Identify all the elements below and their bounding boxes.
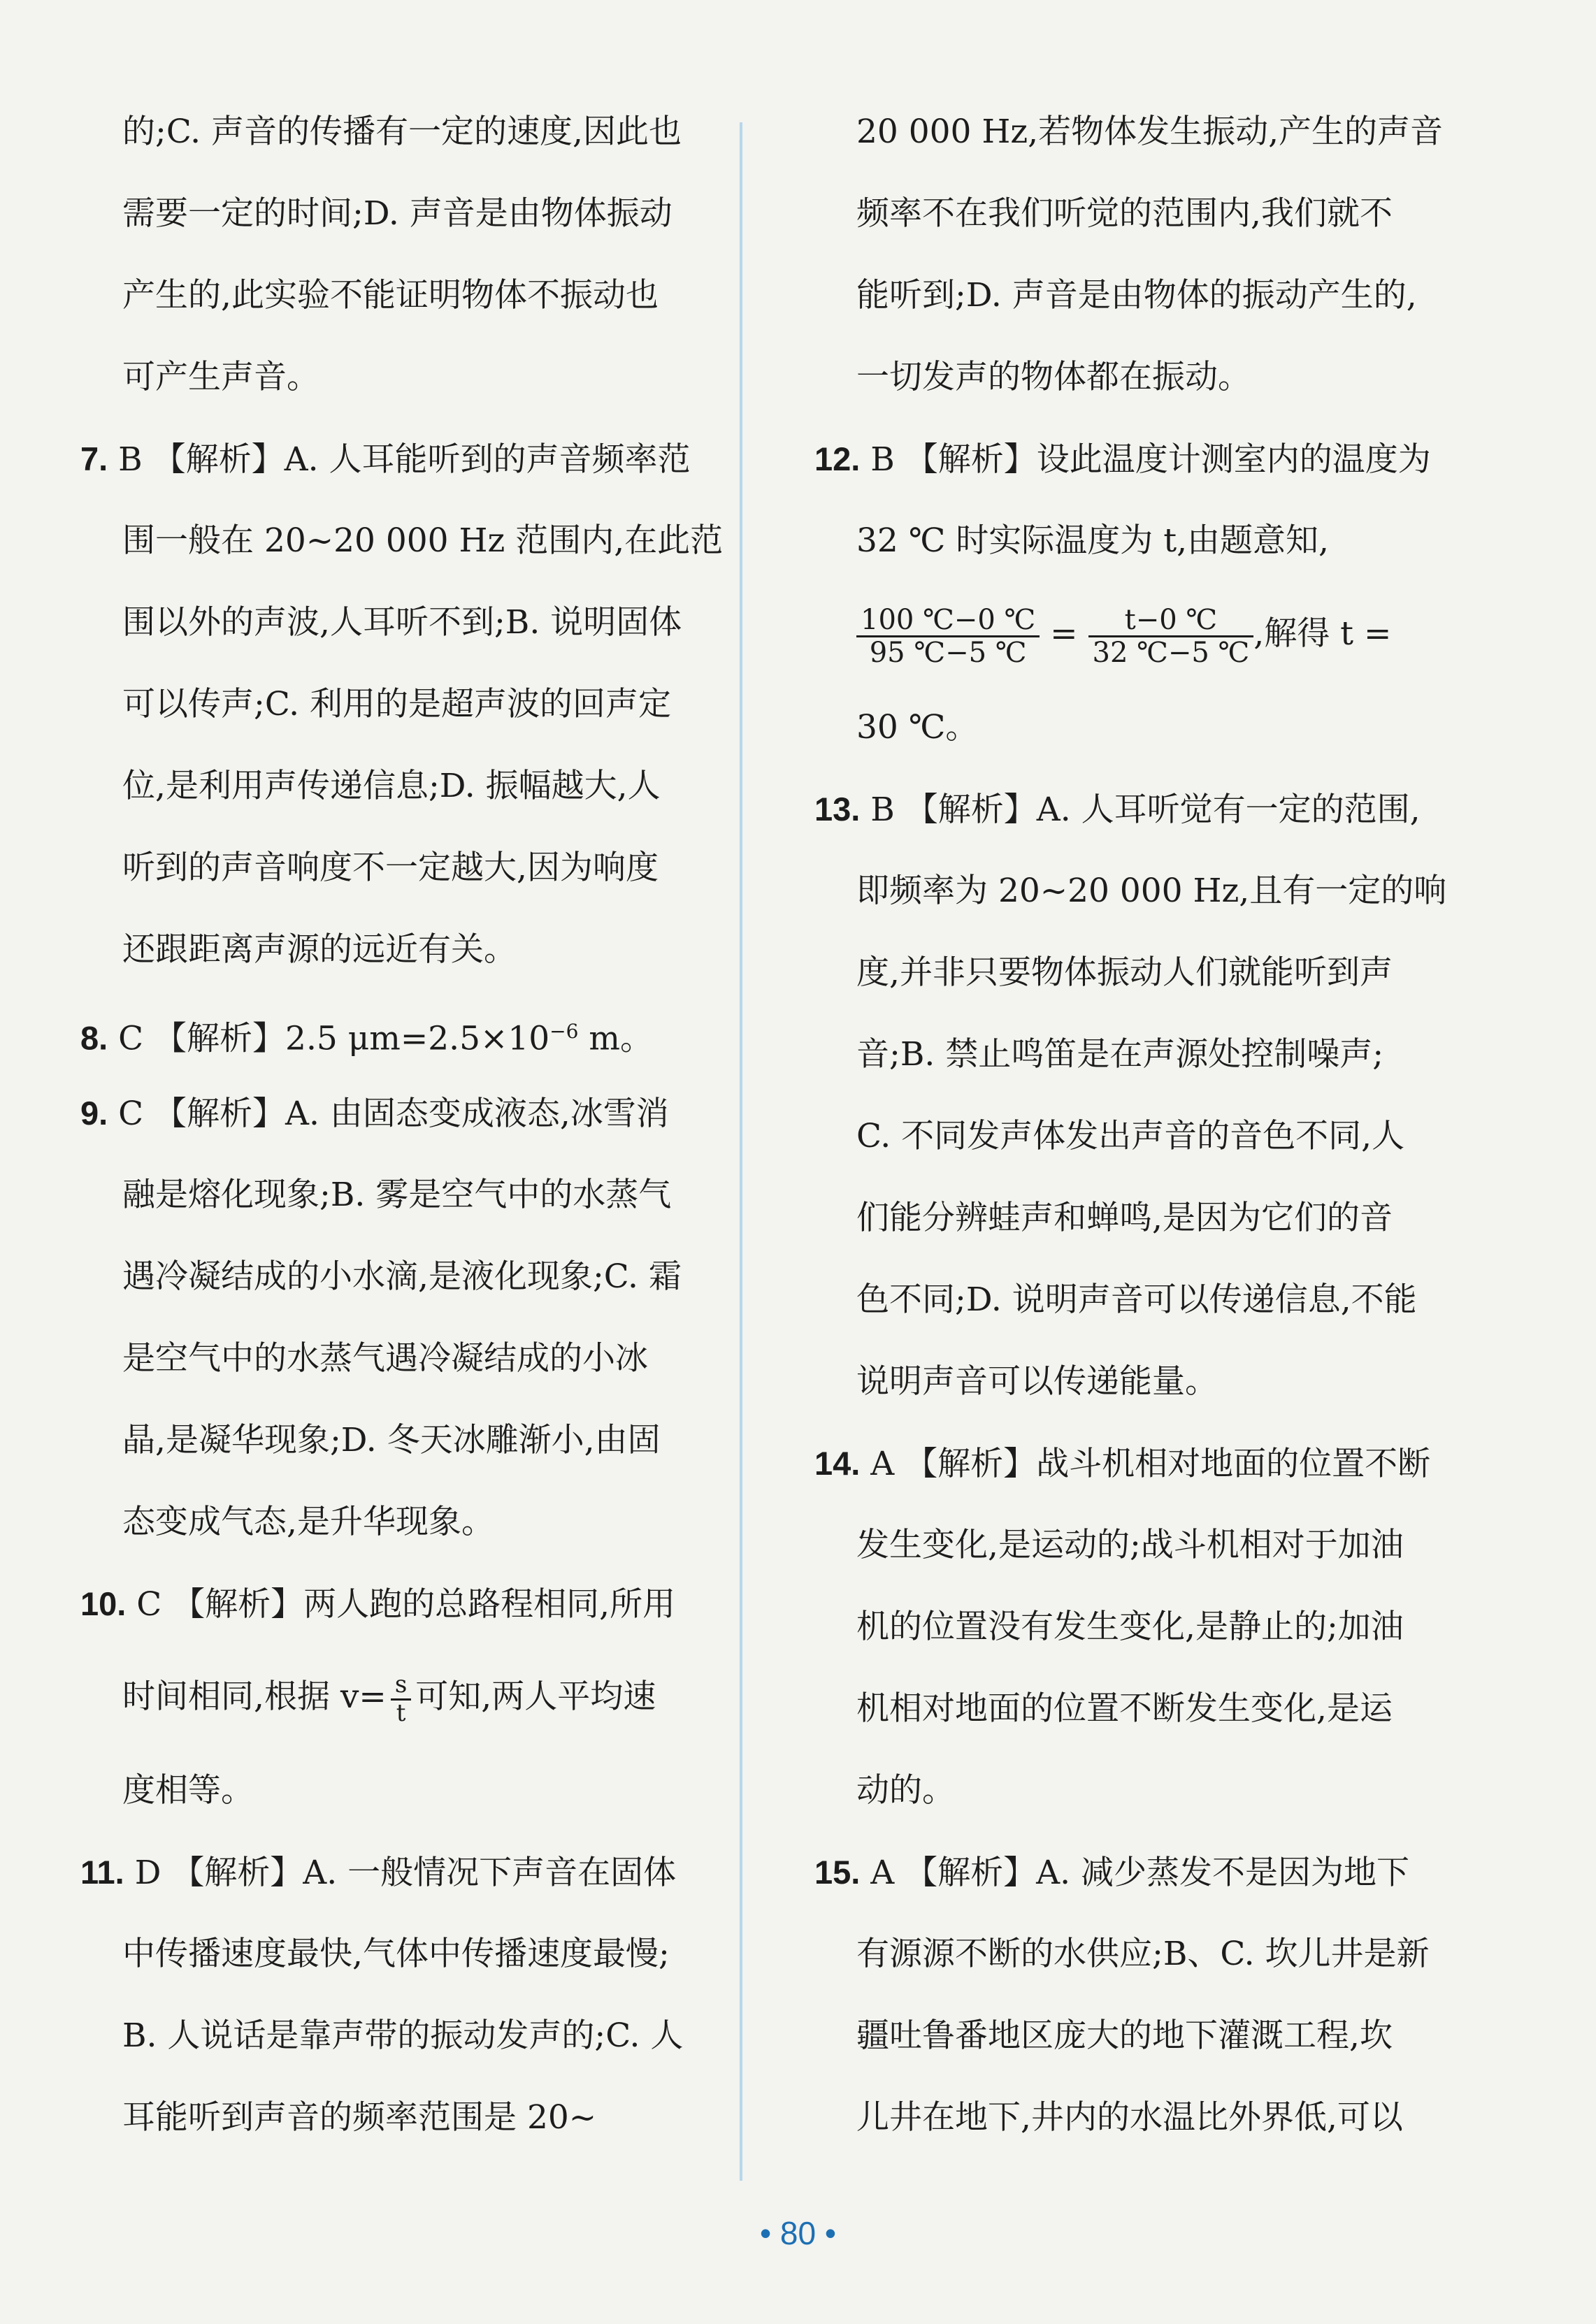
answer-13 bbox=[814, 768, 1458, 850]
answer-text: B 【解析】A. 人耳能听到的声音频率范 bbox=[108, 440, 691, 479]
fraction-numerator: 100 ℃−0 ℃ bbox=[856, 605, 1040, 637]
fraction-numerator: t−0 ℃ bbox=[1088, 605, 1254, 637]
right-column bbox=[814, 91, 1458, 2158]
answer-text: C 【解析】2.5 μm=2.5×10 bbox=[108, 1019, 550, 1058]
text-line: 儿井在地下,井内的水温比外界低,可以 bbox=[856, 2098, 1403, 2137]
text-line: 度,并非只要物体振动人们就能听到声 bbox=[856, 953, 1393, 992]
text-line: B. 人说话是靠声带的振动发声的;C. 人 bbox=[122, 2016, 684, 2055]
fraction-denominator: 95 ℃−5 ℃ bbox=[869, 636, 1027, 669]
text-line: 机的位置没有发生变化,是静止的;加油 bbox=[856, 1608, 1404, 1646]
text-line: 20 000 Hz,若物体发生振动,产生的声音 bbox=[856, 113, 1444, 151]
answer-text: C 【解析】两人跑的总路程相同,所用 bbox=[126, 1585, 676, 1624]
text-line: 动的。 bbox=[856, 1771, 955, 1810]
text-line: 晶,是凝华现象;D. 冬天冰雕渐小,由固 bbox=[122, 1421, 661, 1459]
page-number: • 80 • bbox=[760, 2215, 836, 2251]
exponent: −6 bbox=[549, 1020, 579, 1043]
answer-text: A 【解析】战斗机相对地面的位置不断 bbox=[860, 1445, 1431, 1483]
text-line: 需要一定的时间;D. 声音是由物体振动 bbox=[122, 194, 673, 233]
text-line: 机相对地面的位置不断发生变化,是运 bbox=[856, 1689, 1393, 1728]
velocity-fraction bbox=[391, 1672, 411, 1726]
answer-7 bbox=[80, 418, 724, 500]
question-number: 8. bbox=[80, 1019, 108, 1057]
answer-11 bbox=[80, 1831, 724, 1913]
answer-text: D 【解析】A. 一般情况下声音在固体 bbox=[124, 1854, 677, 1892]
answer-text: A 【解析】A. 减少蒸发不是因为地下 bbox=[860, 1854, 1409, 1892]
answer-text: m。 bbox=[578, 1019, 653, 1058]
answer-8 bbox=[80, 990, 724, 1072]
temperature-fraction bbox=[1088, 605, 1254, 668]
text-line: 是空气中的水蒸气遇冷凝结成的小冰 bbox=[122, 1339, 648, 1378]
text-line: 发生变化,是运动的;战斗机相对于加油 bbox=[856, 1526, 1404, 1564]
text-line: 度相等。 bbox=[122, 1771, 254, 1810]
temperature-fraction bbox=[856, 605, 1040, 668]
fraction-numerator: s bbox=[391, 1672, 411, 1700]
equals-sign: = bbox=[1040, 614, 1088, 653]
text-line: C. 不同发声体发出声音的音色不同,人 bbox=[856, 1117, 1405, 1155]
question-number: 10. bbox=[80, 1585, 127, 1622]
text-line: 耳能听到声音的频率范围是 20~ bbox=[122, 2098, 597, 2137]
question-number: 13. bbox=[814, 791, 861, 828]
left-column bbox=[80, 91, 724, 2158]
answer-text: C 【解析】A. 由固态变成液态,冰雪消 bbox=[108, 1095, 669, 1133]
text-line: 一切发声的物体都在振动。 bbox=[856, 358, 1251, 396]
text-line bbox=[80, 1645, 724, 1749]
answer-text: B 【解析】A. 人耳听觉有一定的范围, bbox=[860, 791, 1421, 829]
text-line: 能听到;D. 声音是由物体的振动产生的, bbox=[856, 276, 1417, 315]
text-line: 还跟距离声源的远近有关。 bbox=[122, 930, 517, 969]
text-line: 疆吐鲁番地区庞大的地下灌溉工程,坎 bbox=[856, 2016, 1393, 2055]
fraction-denominator: 32 ℃−5 ℃ bbox=[1092, 636, 1250, 669]
answer-text: ,解得 t = bbox=[1253, 614, 1392, 653]
equation-line bbox=[814, 582, 1458, 686]
answer-text: B 【解析】设此温度计测室内的温度为 bbox=[860, 440, 1431, 479]
text-line: 位,是利用声传递信息;D. 振幅越大,人 bbox=[122, 767, 661, 805]
column-divider bbox=[740, 122, 742, 2181]
question-number: 11. bbox=[80, 1854, 124, 1891]
text-line: 32 ℃ 时实际温度为 t,由题意知, bbox=[856, 521, 1329, 560]
answer-12 bbox=[814, 418, 1458, 500]
text-line: 中传播速度最快,气体中传播速度最慢; bbox=[122, 1935, 670, 1973]
fraction-denominator: t bbox=[396, 1698, 406, 1727]
question-number: 12. bbox=[814, 440, 861, 477]
question-number: 14. bbox=[814, 1445, 861, 1482]
answer-text: 可知,两人平均速 bbox=[415, 1677, 656, 1716]
text-line: 围一般在 20~20 000 Hz 范围内,在此范 bbox=[122, 521, 724, 560]
answer-text: 时间相同,根据 v= bbox=[122, 1677, 387, 1716]
text-line: 频率不在我们听觉的范围内,我们就不 bbox=[856, 194, 1393, 233]
question-number: 7. bbox=[80, 440, 108, 477]
text-line: 说明声音可以传递能量。 bbox=[856, 1362, 1218, 1401]
text-line: 态变成气态,是升华现象。 bbox=[122, 1503, 494, 1541]
answer-14 bbox=[814, 1422, 1458, 1504]
text-line: 音;B. 禁止鸣笛是在声源处控制噪声; bbox=[856, 1035, 1384, 1074]
text-line: 产生的,此实验不能证明物体不振动也 bbox=[122, 276, 659, 315]
answer-9 bbox=[80, 1072, 724, 1154]
text-line: 可以传声;C. 利用的是超声波的回声定 bbox=[122, 685, 672, 723]
question-number: 9. bbox=[80, 1095, 108, 1132]
text-line: 色不同;D. 说明声音可以传递信息,不能 bbox=[856, 1280, 1417, 1319]
answer-10 bbox=[80, 1563, 724, 1645]
text-line: 30 ℃。 bbox=[856, 708, 979, 746]
text-line: 可产生声音。 bbox=[122, 358, 319, 396]
text-line: 遇冷凝结成的小水滴,是液化现象;C. 霜 bbox=[122, 1257, 682, 1296]
text-line: 围以外的声波,人耳听不到;B. 说明固体 bbox=[122, 603, 682, 642]
text-line: 的;C. 声音的传播有一定的速度,因此也 bbox=[122, 113, 682, 151]
question-number: 15. bbox=[814, 1854, 861, 1891]
text-line: 融是熔化现象;B. 雾是空气中的水蒸气 bbox=[122, 1176, 672, 1214]
text-line: 即频率为 20~20 000 Hz,且有一定的响 bbox=[856, 872, 1447, 910]
text-line: 听到的声音响度不一定越大,因为响度 bbox=[122, 849, 659, 887]
answer-15 bbox=[814, 1831, 1458, 1913]
text-line: 们能分辨蛙声和蝉鸣,是因为它们的音 bbox=[856, 1199, 1393, 1237]
text-line: 有源源不断的水供应;B、C. 坎儿井是新 bbox=[856, 1935, 1430, 1973]
